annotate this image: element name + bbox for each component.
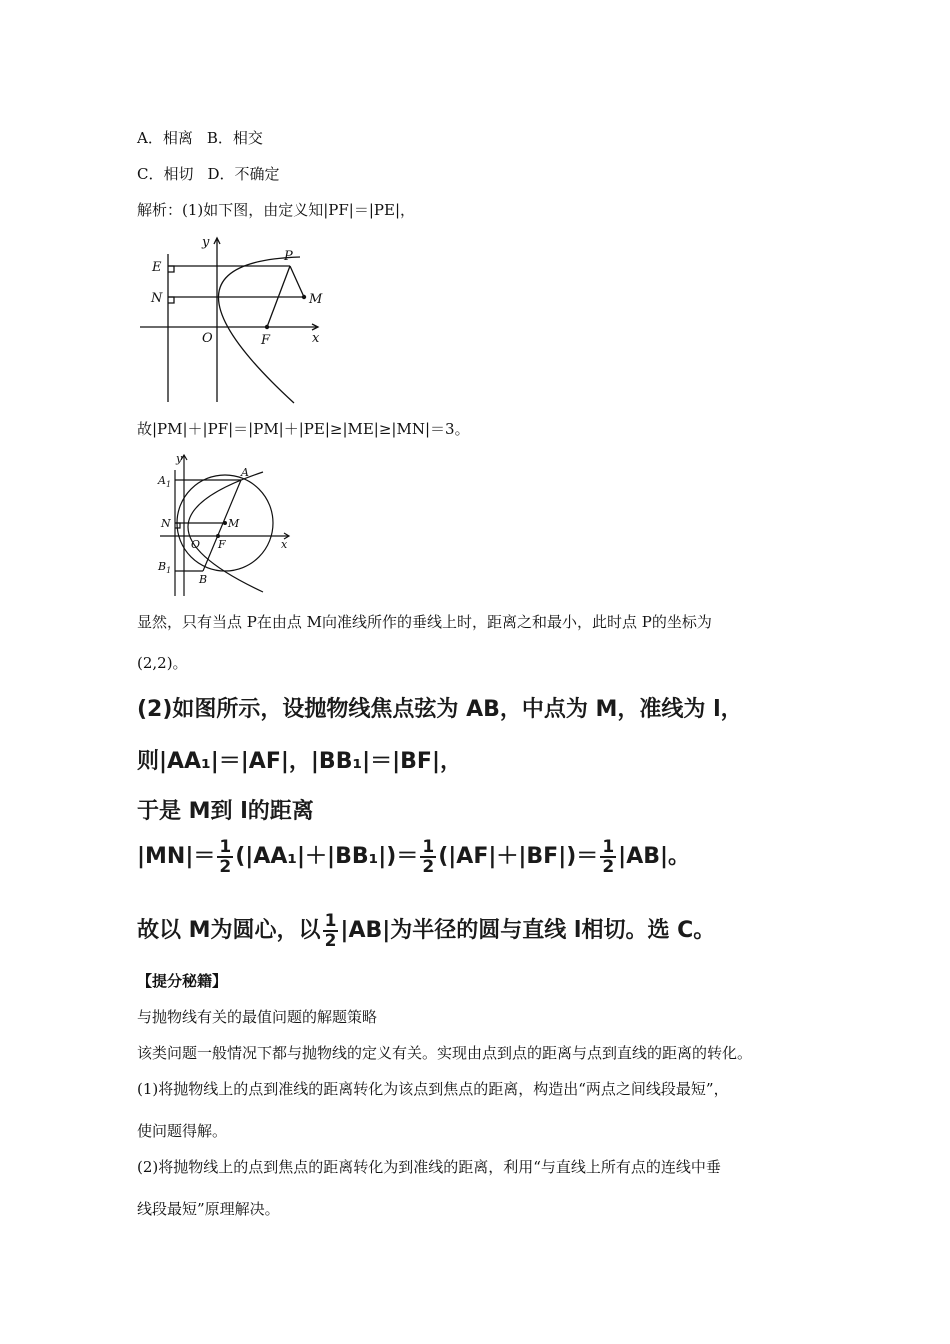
part2-formula xyxy=(137,838,690,876)
tip2-line2: 线段最短”原理解决。 xyxy=(137,1200,280,1218)
part2-line1: (2)如图所示，设抛物线焦点弦为 AB，中点为 M，准线为 l， xyxy=(137,697,743,722)
fraction-half-4: $\frac{1}{2}$ xyxy=(324,911,337,951)
label-B1: $B_1$ xyxy=(158,560,172,575)
label-x: x xyxy=(281,538,288,551)
label-F: F xyxy=(218,538,226,551)
choice-c: C．相切 xyxy=(137,165,194,183)
label-N: N xyxy=(161,517,171,530)
choice-a: A．相离 xyxy=(137,129,193,147)
formula-part-c: |AB|。 xyxy=(618,844,691,869)
label-E: E xyxy=(152,260,162,275)
label-N: N xyxy=(151,291,163,306)
label-F: F xyxy=(261,333,271,348)
label-A: A xyxy=(241,466,249,479)
conclusion-prefix: 故以 M为圆心，以 xyxy=(137,918,321,943)
fraction-half-1: $\frac{1}{2}$ xyxy=(219,837,232,877)
label-O: O xyxy=(191,538,201,551)
formula-prefix: |MN|＝ xyxy=(137,844,216,869)
choice-b: B．相交 xyxy=(206,129,263,147)
conclusion-suffix: |AB|为半径的圆与直线 l相切。选 C。 xyxy=(340,918,716,943)
parabola-curve xyxy=(218,257,300,403)
tip2-line1: (2)将抛物线上的点到焦点的距离转化为到准线的距离，利用“与直线上所有点的连线中垂 xyxy=(137,1158,721,1176)
formula-part-a: (|AA₁|＋|BB₁|)＝ xyxy=(235,844,419,869)
right-angle-N xyxy=(168,297,174,303)
tip1-line1: (1)将抛物线上的点到准线的距离转化为该点到焦点的距离，构造出“两点之间线段最短”， xyxy=(137,1080,729,1098)
tips-title: 与抛物线有关的最值问题的解题策略 xyxy=(137,1008,378,1026)
point-F xyxy=(265,325,269,329)
point-M xyxy=(223,521,227,525)
label-x: x xyxy=(312,331,320,346)
part2-line3: 于是 M到 l的距离 xyxy=(137,799,314,824)
choice-d: D．不确定 xyxy=(207,165,280,183)
label-M: M xyxy=(228,517,240,530)
part2-conclusion xyxy=(137,912,715,950)
label-B: B xyxy=(199,573,208,586)
choice-row-1 xyxy=(137,127,263,148)
obvious-line: 显然，只有当点 P在由点 M向准线所作的垂线上时，距离之和最小，此时点 P的坐标为 xyxy=(137,613,712,631)
tips-header: 【提分秘籍】 xyxy=(137,972,228,990)
point-M xyxy=(302,295,306,299)
label-P: P xyxy=(284,249,293,264)
fraction-half-3: $\frac{1}{2}$ xyxy=(602,837,615,877)
figure-parabola-directrix xyxy=(140,232,340,404)
formula-part-b: (|AF|＋|BF|)＝ xyxy=(438,844,599,869)
label-y: y xyxy=(176,452,183,465)
right-angle-E xyxy=(168,266,174,272)
tips-body: 该类问题一般情况下都与抛物线的定义有关。实现由点到点的距离与点到直线的距离的转化。 xyxy=(137,1044,753,1062)
inequality-line: 故|PM|＋|PF|＝|PM|＋|PE|≥|ME|≥|MN|＝3。 xyxy=(137,420,470,438)
segment-PM xyxy=(290,266,304,297)
fraction-half-2: $\frac{1}{2}$ xyxy=(422,837,435,877)
analysis-intro: 解析：(1)如下图，由定义知|PF|＝|PE|， xyxy=(137,201,416,219)
tip1-line2: 使问题得解。 xyxy=(137,1122,228,1140)
figure-focal-chord-circle xyxy=(155,452,300,597)
label-O: O xyxy=(202,331,213,346)
point-coords: (2,2)。 xyxy=(137,654,188,672)
part2-line2: 则|AA₁|＝|AF|，|BB₁|＝|BF|， xyxy=(137,749,462,774)
label-y: y xyxy=(202,235,210,250)
label-M: M xyxy=(309,292,323,307)
label-A1: $A_1$ xyxy=(158,474,172,489)
choice-row-2 xyxy=(137,163,280,184)
